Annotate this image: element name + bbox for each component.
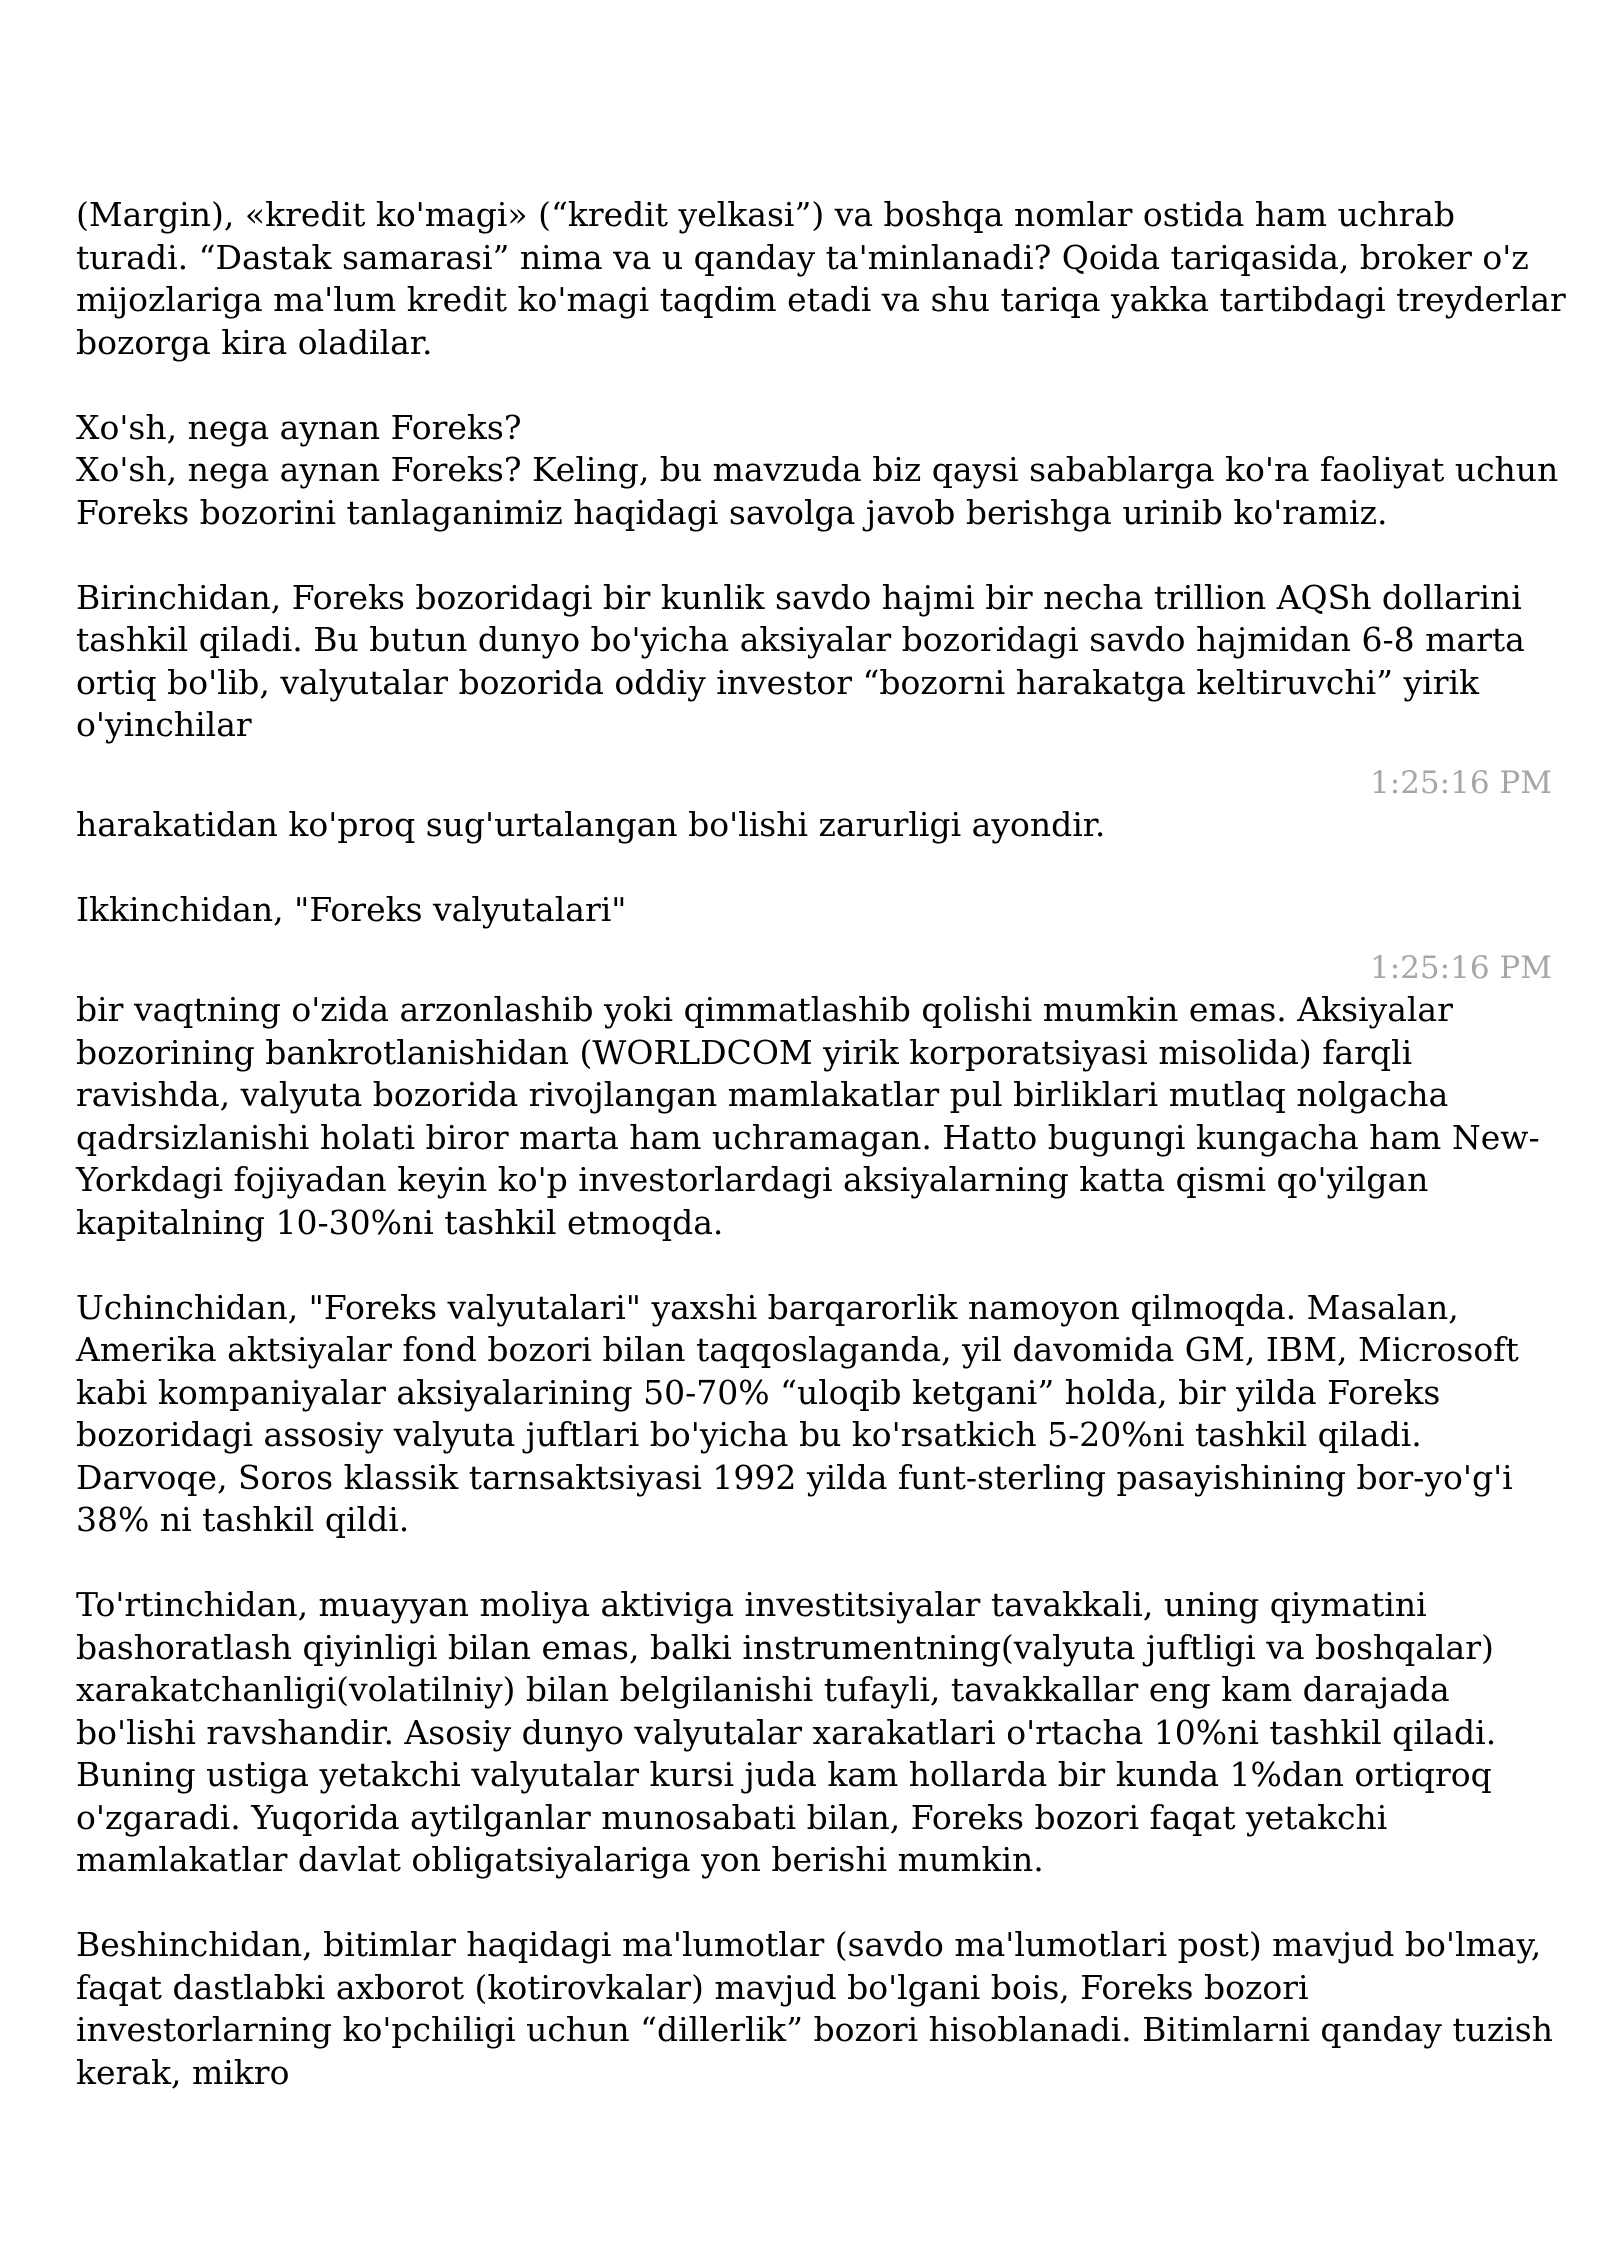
paragraph-third-reason: Uchinchidan, "Foreks valyutalari" yaxshi barqarorlik namoyon qilmoqda. Masalan, Amerika aktsiyalar fond bozori bilan taqqoslaganda, yil davomida GM, IBM, Microsoft kabi kompaniyalar aksiyalarining 50-70% “uloqib ketgani” holda, bir yilda Foreks bozoridagi assosiy valyuta juftlari bo'yicha bu ko'rsatkich 5-20%ni tashkil qiladi. Darvoqe, Soros klassik tarnsaktsiyasi 1992 yilda funt-sterling pasayishining bor-yo'g'i 38% ni tashkil qildi. <box>76 1287 1519 1539</box>
paragraph-second-reason: Ikkinchidan, "Foreks valyutalari" <box>76 890 627 929</box>
timestamp: 1:25:16 PM <box>1370 764 1552 801</box>
document-body <box>76 194 1566 2094</box>
timestamp: 1:25:16 PM <box>1370 949 1552 986</box>
paragraph-why-forex: Xo'sh, nega aynan Foreks? Keling, bu mavzuda biz qaysi sabablarga ko'ra faoliyat uchun Foreks bozorini tanlaganimiz haqidagi savolga javob berishga urinib ko'ramiz. <box>76 450 1559 532</box>
paragraph-second-reason-continued: bir vaqtning o'zida arzonlashib yoki qimmatlashib qolishi mumkin emas. Aksiyalar bozorining bankrotlanishidan (WORLDCOM yirik korporatsiyasi misolida) farqli ravishda, valyuta bozorida rivojlangan mamlakatlar pul birliklari mutlaq nolgacha qadrsizlanishi holati biror marta ham uchramagan. Hatto bugungi kungacha ham New-Yorkdagi fojiyadan keyin ko'p investorlardagi aksiyalarning katta qismi qo'yilgan kapitalning 10-30%ni tashkil etmoqda. <box>76 990 1540 1242</box>
paragraph-first-reason: Birinchidan, Foreks bozoridagi bir kunlik savdo hajmi bir necha trillion AQSh dollarini tashkil qiladi. Bu butun dunyo bo'yicha aksiyalar bozoridagi savdo hajmidan 6-8 marta ortiq bo'lib, valyutalar bozorida oddiy investor “bozorni harakatga keltiruvchi” yirik o'yinchilar <box>76 577 1525 744</box>
paragraph-fifth-reason: Beshinchidan, bitimlar haqidagi ma'lumotlar (savdo ma'lumotlari post) mavjud bo'lmay, faqat dastlabki axborot (kotirovkalar) mavjud bo'lgani bois, Foreks bozori investorlarning ko'pchiligi uchun “dillerlik” bozori hisoblanadi. Bitimlarni qanday tuzish kerak, mikro <box>76 1925 1553 2092</box>
section-heading: Xo'sh, nega aynan Foreks? <box>76 407 522 447</box>
paragraph-margin: (Margin), «kredit ko'magi» (“kredit yelkasi”) va boshqa nomlar ostida ham uchrab turadi. “Dastak samarasi” nima va u qanday ta'minlanadi? Qoida tariqasida, broker o'z mijozlariga ma'lum kredit ko'magi taqdim etadi va shu tariqa yakka tartibdagi treyderlar bozorga kira oladilar. <box>76 195 1566 362</box>
paragraph-fourth-reason: To'rtinchidan, muayyan moliya aktiviga investitsiyalar tavakkali, uning qiymatini bashoratlash qiyinligi bilan emas, balki instrumentning(valyuta juftligi va boshqalar) xarakatchanligi(volatilniy) bilan belgilanishi tufayli, tavakkallar eng kam darajada bo'lishi ravshandir. Asosiy dunyo valyutalar xarakatlari o'rtacha 10%ni tashkil qiladi. Buning ustiga yetakchi valyutalar kursi juda kam hollarda bir kunda 1%dan ortiqroq o'zgaradi. Yuqorida aytilganlar munosabati bilan, Foreks bozori faqat yetakchi mamlakatlar davlat obligatsiyalariga yon berishi mumkin. <box>76 1585 1497 1879</box>
paragraph-first-reason-continued: harakatidan ko'proq sug'urtalangan bo'lishi zarurligi ayondir. <box>76 805 1106 844</box>
